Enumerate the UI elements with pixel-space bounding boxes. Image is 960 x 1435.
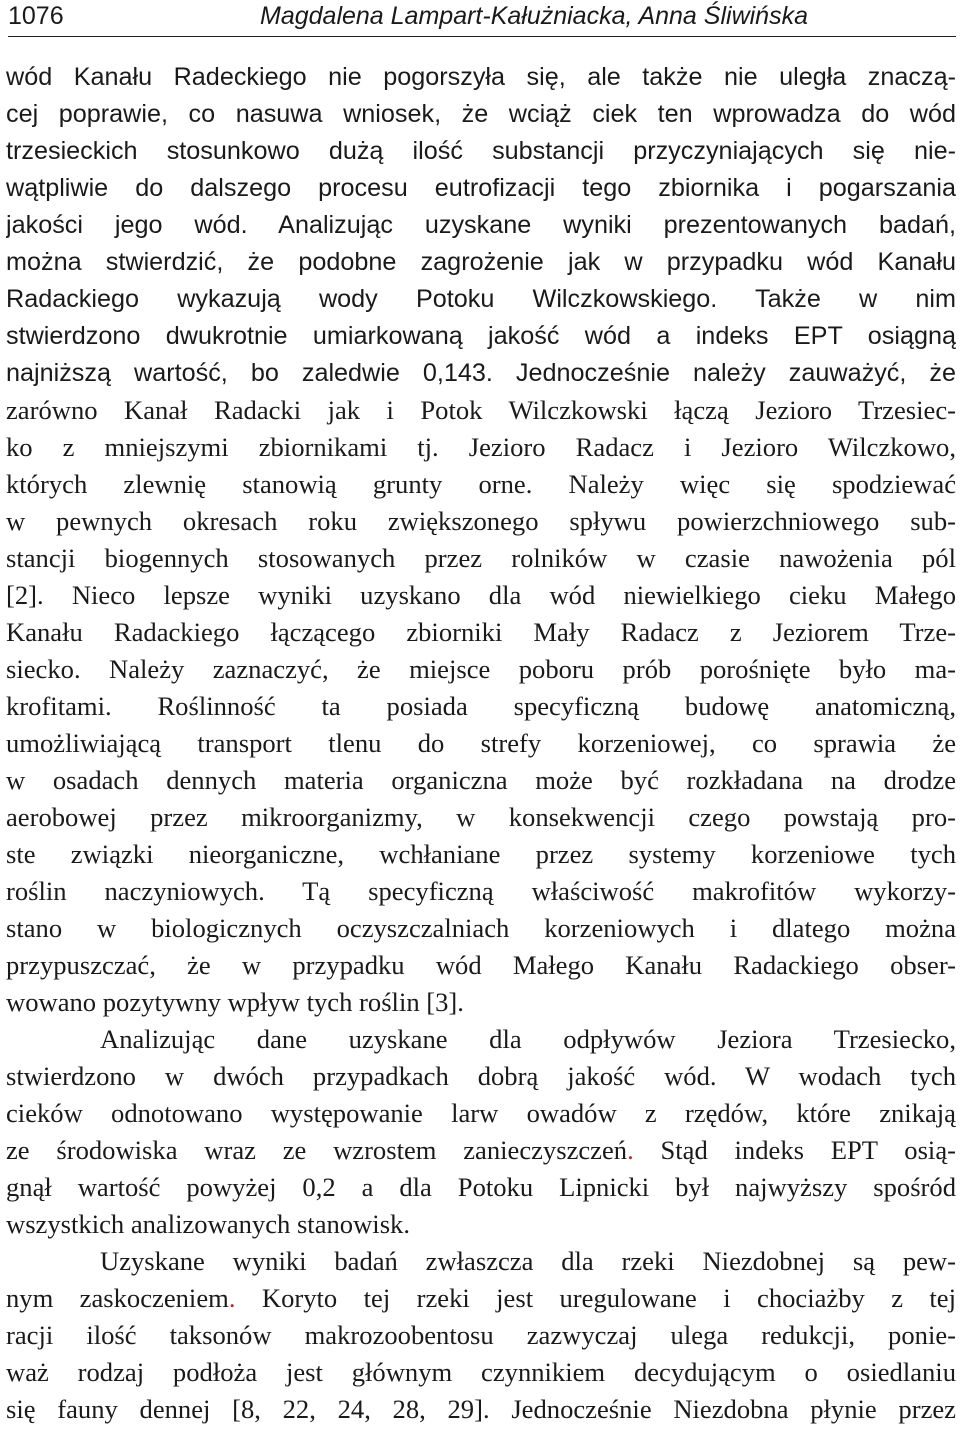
- text-line: [6, 281, 956, 318]
- text-line: stwierdzono w dwóch przypadkach dobrą jakość wód. W wodach tych: [6, 1061, 956, 1091]
- text-line: aerobowej przez mikroorganizmy, w konsekwencji czego powstają pro-: [6, 802, 956, 832]
- text-segment: Koryto tej rzeki jest uregulowane i chociażby z tej: [235, 1283, 956, 1313]
- text-line: racji ilość taksonów makrozoobentosu zazwyczaj ulega redukcji, ponie-: [6, 1320, 956, 1350]
- text-segment: Analizując uzyskane wyniki prezentowanych badań,: [278, 211, 956, 239]
- text-line: krofitami. Roślinność ta posiada specyficzną budowę anatomiczną,: [6, 691, 956, 721]
- text-line: można stwierdzić, że podobne zagrożenie jak w przypadku wód Kanału: [6, 248, 956, 276]
- text-line: [2]. Nieco lepsze wyniki uzyskano dla wód niewielkiego cieku Małego: [6, 580, 956, 610]
- text-line: ko z mniejszymi zbiornikami tj. Jezioro Radacz i Jezioro Wilczkowo,: [6, 432, 956, 462]
- text-line: ste związki nieorganiczne, wchłaniane przez systemy korzeniowe tych: [6, 839, 956, 869]
- text-segment: najniższą wartość, bo zaledwie 0,143.: [6, 359, 516, 387]
- text-line: stano w biologicznych oczyszczalniach korzeniowych i dlatego można: [6, 913, 956, 943]
- text-line: [6, 207, 956, 244]
- text-line: siecko. Należy zaznaczyć, że miejsce poboru prób porośnięte było ma-: [6, 654, 956, 684]
- text-line: stwierdzono dwukrotnie umiarkowaną jakość wód a indeks EPT osiągną: [6, 322, 956, 350]
- text-line: [6, 1280, 956, 1317]
- text-line: wód Kanału Radeckiego nie pogorszyła się, ale także nie uległa znaczą-: [6, 63, 956, 91]
- text-line: przypuszczać, że w przypadku wód Małego Kanału Radackiego obser-: [6, 950, 956, 980]
- page-header: [8, 0, 956, 37]
- text-segment: .: [228, 1283, 236, 1313]
- text-line: cej poprawie, co nasuwa wniosek, że wciąż ciek ten wprowadza do wód: [6, 100, 956, 128]
- text-segment: nym zaskoczeniem: [6, 1283, 229, 1313]
- text-segment: Radackiego wykazują wody Potoku Wilczkowskiego.: [6, 285, 756, 313]
- text-line: waż rodzaj podłoża jest głównym czynnikiem decydującym o osiedlaniu: [6, 1357, 956, 1387]
- text-line: w pewnych okresach roku zwiększonego spływu powierzchniowego sub-: [6, 506, 956, 536]
- text-line: trzesieckich stosunkowo dużą ilość substancji przyczyniających się nie-: [6, 137, 956, 165]
- text-line: cieków odnotowano występowanie larw owadów z rzędów, które znikają: [6, 1098, 956, 1128]
- text-segment: Także w nim: [755, 285, 956, 313]
- text-line: umożliwiającą transport tlenu do strefy korzeniowej, co sprawia że: [6, 728, 956, 758]
- text-segment: .: [627, 1135, 634, 1165]
- running-head-authors: Magdalena Lampart-Kałużniacka, Anna Śliwińska: [260, 2, 808, 30]
- body-text: [6, 59, 956, 1428]
- text-line: Analizując dane uzyskane dla odpływów Jeziora Trzesiecko,: [100, 1024, 956, 1054]
- text-segment: ze środowiska wraz ze wzrostem zanieczyszczeń: [6, 1135, 628, 1165]
- text-line: wątpliwie do dalszego procesu eutrofizacji tego zbiornika i pogarszania: [6, 174, 956, 202]
- text-line: Uzyskane wyniki badań zwłaszcza dla rzeki Niezdobnej są pew-: [100, 1246, 956, 1276]
- text-segment: Jednocześnie należy zauważyć, że: [515, 359, 956, 387]
- text-line: roślin naczyniowych. Tą specyficzną właściwość makrofitów wykorzy-: [6, 876, 956, 906]
- text-line: wszystkich analizowanych stanowisk.: [6, 1209, 410, 1239]
- text-line: wowano pozytywny wpływ tych roślin [3].: [6, 987, 464, 1017]
- text-line: się fauny dennej [8, 22, 24, 28, 29]. Jednocześnie Niezdobna płynie przez: [6, 1394, 956, 1424]
- text-line: [6, 1132, 956, 1169]
- text-line: w osadach dennych materia organiczna może być rozkładana na drodze: [6, 765, 956, 795]
- text-line: Kanału Radackiego łączącego zbiorniki Mały Radacz z Jeziorem Trze-: [6, 617, 956, 647]
- text-segment: Stąd indeks EPT osią-: [633, 1135, 956, 1165]
- text-line: [6, 355, 956, 392]
- text-line: których zlewnię stanowią grunty orne. Należy więc się spodziewać: [6, 469, 956, 499]
- text-segment: jakości jego wód.: [6, 211, 279, 239]
- page-number: 1076: [8, 2, 64, 30]
- text-line: stancji biogennych stosowanych przez rolników w czasie nawożenia pól: [6, 543, 956, 573]
- text-line: zarówno Kanał Radacki jak i Potok Wilczkowski łączą Jezioro Trzesiec-: [6, 395, 956, 425]
- text-line: gnął wartość powyżej 0,2 a dla Potoku Lipnicki był najwyższy spośród: [6, 1172, 956, 1202]
